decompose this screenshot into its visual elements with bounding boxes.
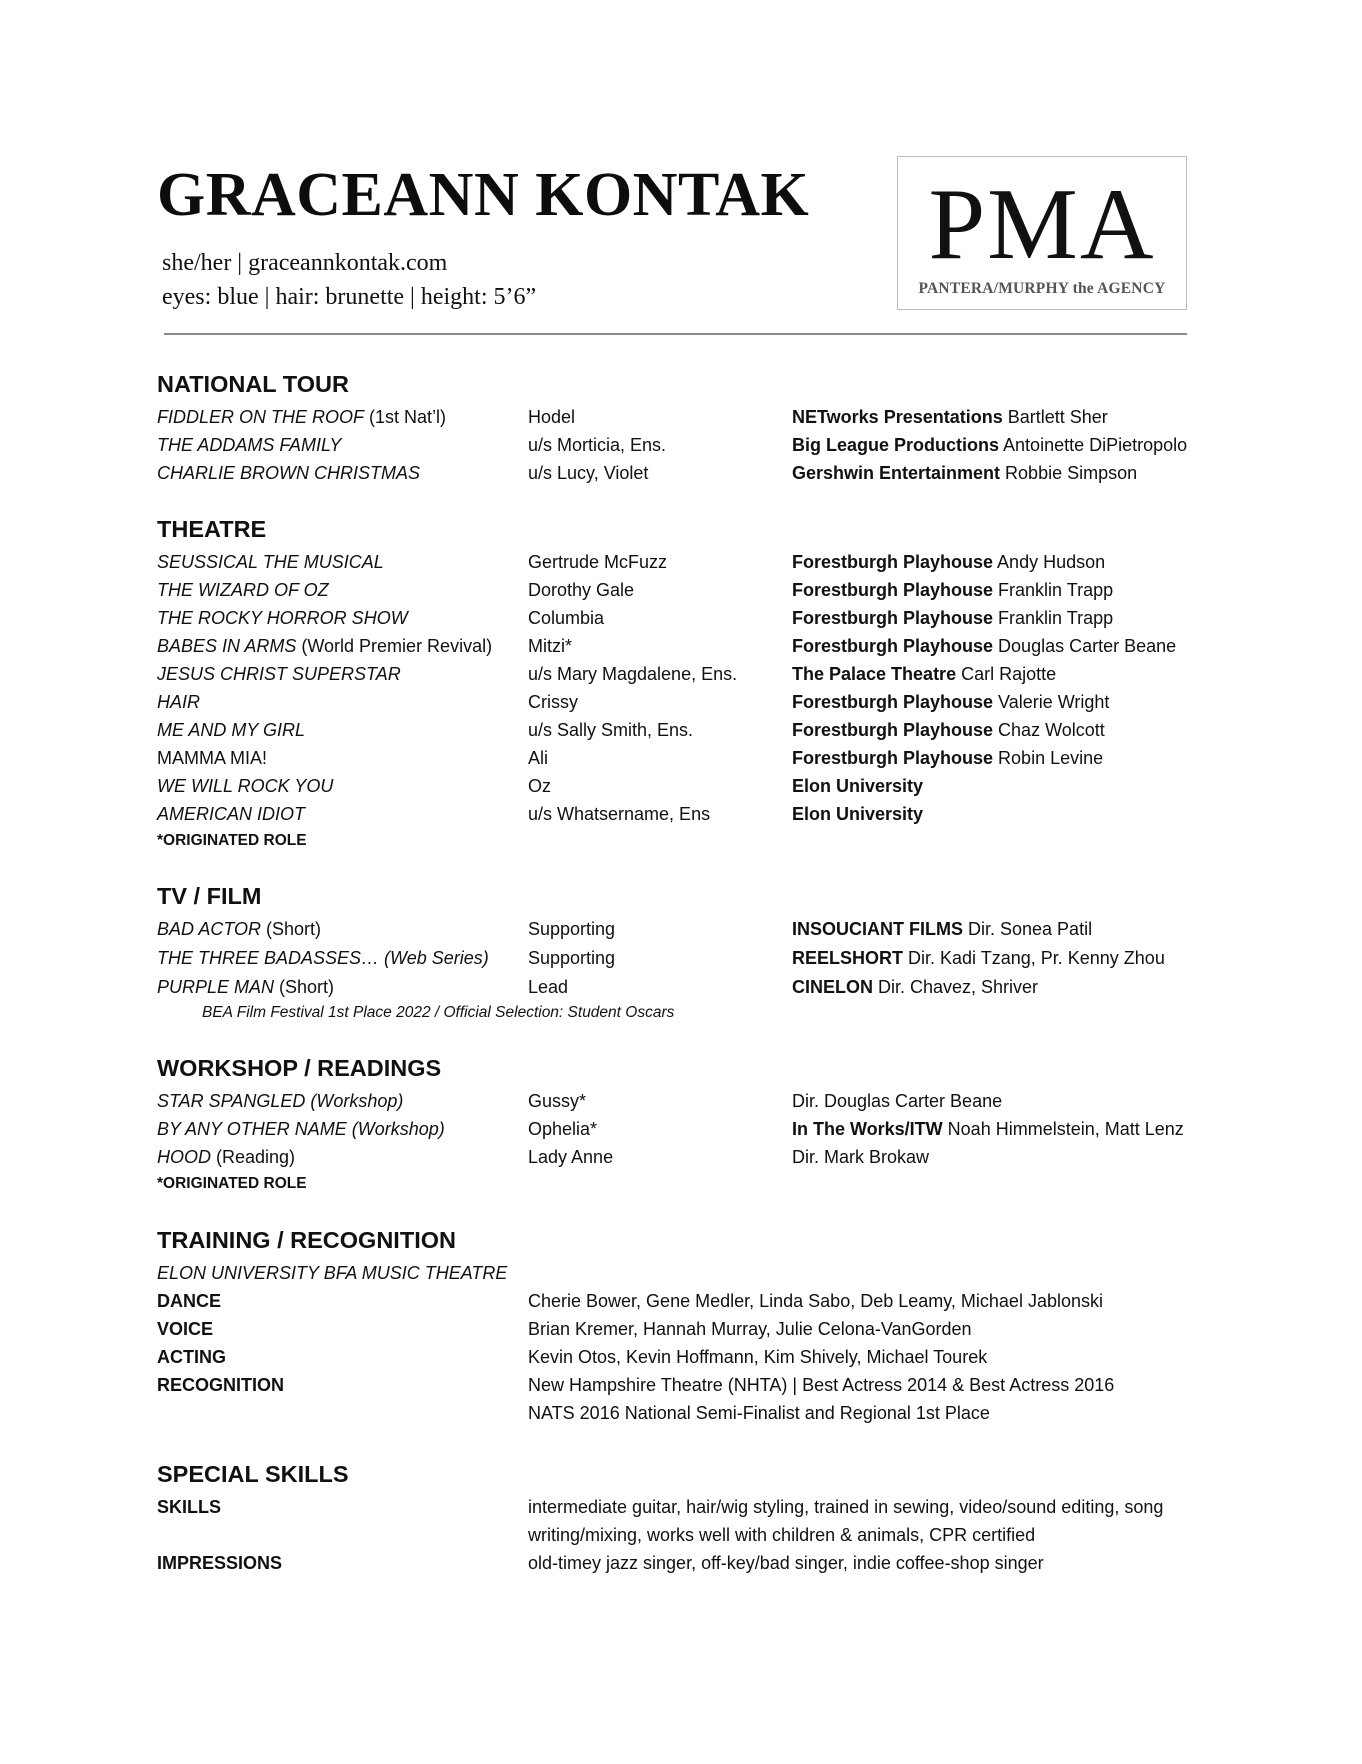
credit-company: Forestburgh Playhouse Valerie Wright xyxy=(792,692,1110,712)
credit-title: THE ADDAMS FAMILY xyxy=(157,435,342,455)
section-heading-training: TRAINING / RECOGNITION xyxy=(157,1227,456,1253)
credit-title: THE THREE BADASSES… (Web Series) xyxy=(157,948,489,968)
credit-role: u/s Morticia, Ens. xyxy=(528,435,667,455)
credit-title: THE WIZARD OF OZ xyxy=(157,580,329,600)
credit-role: Columbia xyxy=(528,608,605,628)
section-heading-workshop: WORKSHOP / READINGS xyxy=(157,1055,442,1081)
credit-company: Forestburgh Playhouse Franklin Trapp xyxy=(792,608,1114,628)
performer-name: GRACEANN KONTAK xyxy=(157,161,810,229)
credit-role: Oz xyxy=(528,776,552,796)
section-heading-tv-film: TV / FILM xyxy=(157,883,262,909)
agency-logo xyxy=(897,156,1187,310)
skills-value: old-timey jazz singer, off-key/bad singer, indie coffee-shop singer xyxy=(528,1553,1044,1573)
credit-company: Dir. Mark Brokaw xyxy=(792,1147,930,1167)
credit-title: FIDDLER ON THE ROOF (1st Nat’l) xyxy=(157,407,447,427)
festival-note: BEA Film Festival 1st Place 2022 / Official Selection: Student Oscars xyxy=(202,1004,675,1021)
credit-role: Gertrude McFuzz xyxy=(528,552,668,572)
credit-company: NETworks Presentations Bartlett Sher xyxy=(792,407,1108,427)
credit-company: Dir. Douglas Carter Beane xyxy=(792,1091,1003,1111)
credit-company: Gershwin Entertainment Robbie Simpson xyxy=(792,463,1138,483)
originated-role-note: *ORIGINATED ROLE xyxy=(157,832,307,849)
credit-title: ME AND MY GIRL xyxy=(157,720,306,740)
credit-title: WE WILL ROCK YOU xyxy=(157,776,334,796)
credit-company: Forestburgh Playhouse Douglas Carter Beane xyxy=(792,636,1177,656)
credit-company: Forestburgh Playhouse Chaz Wolcott xyxy=(792,720,1105,740)
credit-role: Lady Anne xyxy=(528,1147,614,1167)
training-value: Cherie Bower, Gene Medler, Linda Sabo, Deb Leamy, Michael Jablonski xyxy=(528,1291,1103,1311)
credit-role: Hodel xyxy=(528,407,576,427)
originated-role-note: *ORIGINATED ROLE xyxy=(157,1175,307,1192)
skills-value: writing/mixing, works well with children & animals, CPR certified xyxy=(528,1525,1036,1545)
credit-company: Elon University xyxy=(792,804,924,824)
training-value: Brian Kremer, Hannah Murray, Julie Celona-VanGorden xyxy=(528,1319,972,1339)
credit-title: AMERICAN IDIOT xyxy=(157,804,306,824)
credit-company: Forestburgh Playhouse Andy Hudson xyxy=(792,552,1106,572)
credit-company: Forestburgh Playhouse Robin Levine xyxy=(792,748,1104,768)
agency-name: PANTERA/MURPHY the AGENCY xyxy=(918,280,1166,297)
school-name: ELON UNIVERSITY BFA MUSIC THEATRE xyxy=(157,1263,508,1283)
contact-pronouns-website: she/her | graceannkontak.com xyxy=(162,250,448,276)
skills-label: IMPRESSIONS xyxy=(157,1553,283,1573)
credit-role: u/s Sally Smith, Ens. xyxy=(528,720,694,740)
training-label: ACTING xyxy=(157,1347,226,1367)
credit-role: Lead xyxy=(528,977,569,997)
skills-value: intermediate guitar, hair/wig styling, trained in sewing, video/sound editing, song xyxy=(528,1497,1164,1517)
training-label: VOICE xyxy=(157,1319,214,1339)
credit-role: u/s Mary Magdalene, Ens. xyxy=(528,664,738,684)
credit-title: CHARLIE BROWN CHRISTMAS xyxy=(157,463,421,483)
credit-title: PURPLE MAN (Short) xyxy=(157,977,335,997)
header-divider xyxy=(164,333,1187,335)
credit-role: Dorothy Gale xyxy=(528,580,635,600)
credit-role: Mitzi* xyxy=(528,636,572,656)
credit-role: u/s Lucy, Violet xyxy=(528,463,649,483)
training-label: RECOGNITION xyxy=(157,1375,285,1395)
agency-logo-mark: PMA xyxy=(928,168,1156,281)
credit-company: In The Works/ITW Noah Himmelstein, Matt Lenz xyxy=(792,1119,1184,1139)
section-heading-national-tour: NATIONAL TOUR xyxy=(157,371,349,397)
credit-company: INSOUCIANT FILMS Dir. Sonea Patil xyxy=(792,919,1093,939)
credit-role: Supporting xyxy=(528,948,616,968)
credit-title: HOOD (Reading) xyxy=(157,1147,296,1167)
training-label: DANCE xyxy=(157,1291,222,1311)
credit-role: Crissy xyxy=(528,692,578,712)
training-value: New Hampshire Theatre (NHTA) | Best Actress 2014 & Best Actress 2016 xyxy=(528,1375,1115,1395)
section-heading-special-skills: SPECIAL SKILLS xyxy=(157,1461,349,1487)
credit-title: SEUSSICAL THE MUSICAL xyxy=(157,552,384,572)
credit-company: CINELON Dir. Chavez, Shriver xyxy=(792,977,1039,997)
credit-company: Big League Productions Antoinette DiPietropolo xyxy=(792,435,1188,455)
credit-title: BY ANY OTHER NAME (Workshop) xyxy=(157,1119,445,1139)
credit-role: Supporting xyxy=(528,919,616,939)
credit-title: THE ROCKY HORROR SHOW xyxy=(157,608,408,628)
credit-title: STAR SPANGLED (Workshop) xyxy=(157,1091,404,1111)
skills-label: SKILLS xyxy=(157,1497,222,1517)
credit-company: The Palace Theatre Carl Rajotte xyxy=(792,664,1057,684)
credit-title: HAIR xyxy=(157,692,201,712)
credit-company: Forestburgh Playhouse Franklin Trapp xyxy=(792,580,1114,600)
training-value: Kevin Otos, Kevin Hoffmann, Kim Shively, Michael Tourek xyxy=(528,1347,988,1367)
section-heading-theatre: THEATRE xyxy=(157,516,267,542)
credit-role: Ali xyxy=(528,748,549,768)
credit-title: BAD ACTOR (Short) xyxy=(157,919,322,939)
contact-physical-stats: eyes: blue | hair: brunette | height: 5’6” xyxy=(162,284,537,310)
credit-role: Ophelia* xyxy=(528,1119,598,1139)
credit-role: u/s Whatsername, Ens xyxy=(528,804,711,824)
credit-title: MAMMA MIA! xyxy=(157,748,268,768)
credit-role: Gussy* xyxy=(528,1091,587,1111)
credit-title: BABES IN ARMS (World Premier Revival) xyxy=(157,636,493,656)
credit-title: JESUS CHRIST SUPERSTAR xyxy=(157,664,401,684)
training-value: NATS 2016 National Semi-Finalist and Regional 1st Place xyxy=(528,1403,990,1423)
credit-company: Elon University xyxy=(792,776,924,796)
credit-company: REELSHORT Dir. Kadi Tzang, Pr. Kenny Zhou xyxy=(792,948,1165,968)
